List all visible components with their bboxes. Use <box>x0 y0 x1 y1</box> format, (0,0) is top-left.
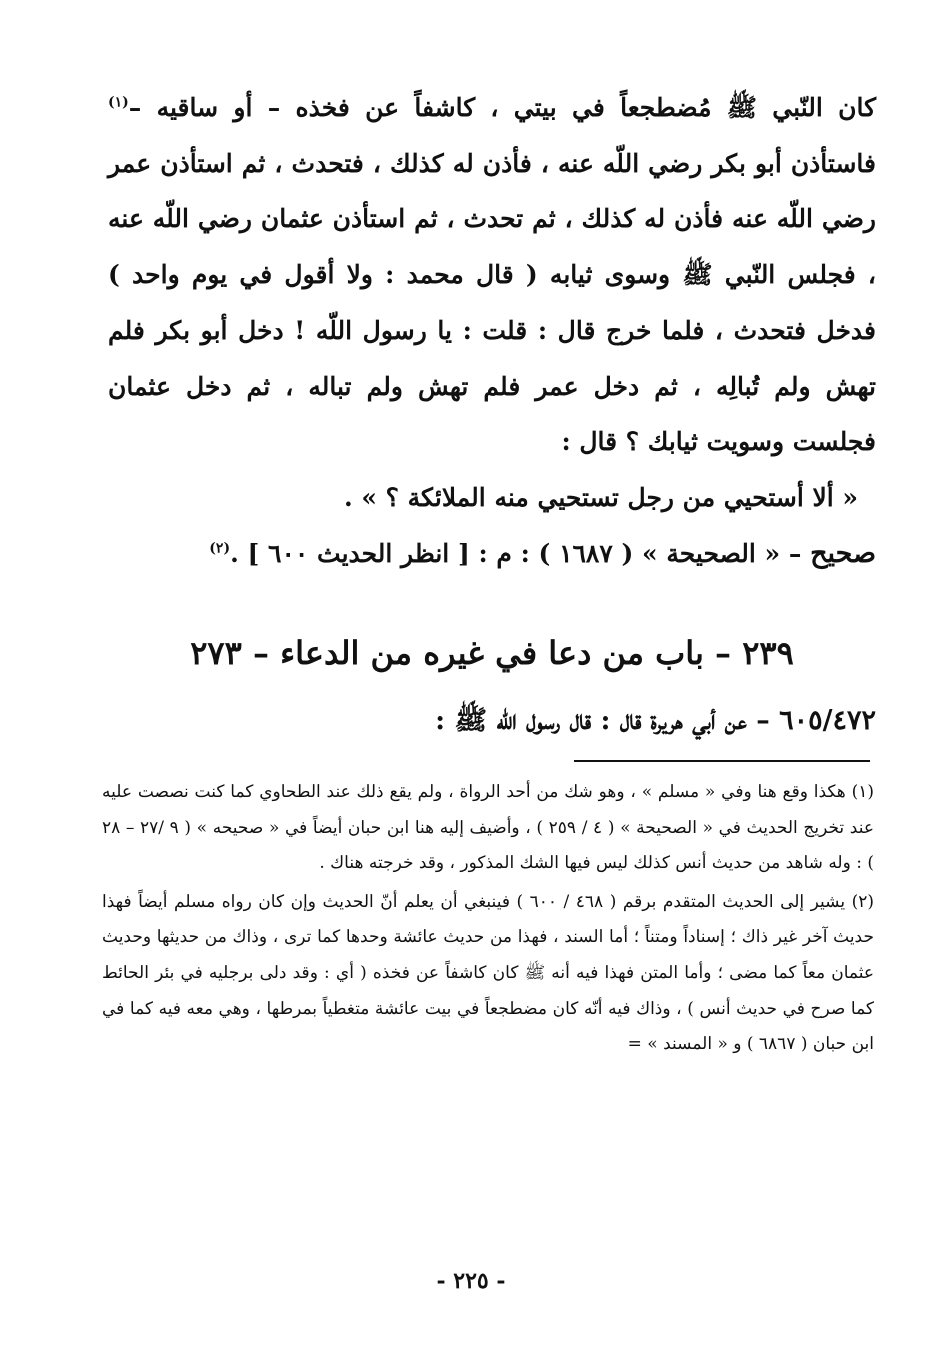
footnote-1: (١) هكذا وقع هنا وفي « مسلم » ، وهو شك من أحد الرواة ، ولم يقع ذلك عند الطحاوي كما كنت نصصت عليه عند تخريج الحديث في « الصحيحة » ( ٤ / ٢٥٩ ) ، وأضيف إليه هنا ابن حبان أيضاً في « صحيحه » ( ٩ /٢٧ – ٢٨ ) : وله شاهد من حديث أنس كذلك ليس فيها الشك المذكور ، وقد خرجته هناك . <box>102 782 874 874</box>
footnote-ref-2: (٢) <box>209 540 231 557</box>
footnote-2: (٢) يشير إلى الحديث المتقدم برقم ( ٤٦٨ / ٦٠٠ ) فينبغي أن يعلم أنّ الحديث وإن كان رواه مسلم أيضاً فهذا حديث آخر غير ذاك ؛ إسناداً ومتناً ؛ أما السند ، فهذا من حديث عائشة وحدها كما ترى ، وذاك من حديثها وحديث عثمان معاً كما مضى ؛ وأما المتن فهذا فيه أنه ﷺ كان كاشفاً عن فخذه ( أي : وقد دلى برجليه في بئر الحائط كما صرح في حديث أنس ) ، وذاك فيه أنّه كان مضطجعاً في بيت عائشة متغطياً بمرطها ، وهي معه فيه كما في ابن حبان ( ٦٨٦٧ ) و « المسند » = <box>102 891 874 1055</box>
hadith-body <box>108 80 876 470</box>
grading-line <box>108 526 876 582</box>
prophet-quote: « ألا أستحيي من رجل تستحيي منه الملائكة ؟ » . <box>343 482 858 512</box>
hadith-body-start: كان النّبي ﷺ مُضطجعاً في بيتي ، كاشفاً عن فخذه – أو ساقيه – <box>128 93 876 122</box>
hadith-header: ٦٠٥/٤٧٢ – عن أبي هريرة قال : قال رسول اللّه ﷺ : <box>435 705 876 736</box>
footnote-divider <box>574 760 870 762</box>
grading-text: – « الصحيحة » ( ١٦٨٧ ) : م : [ انظر الحديث ٦٠٠ ] . <box>230 538 811 568</box>
chapter-title: ٢٣٩ – باب من دعا في غيره من الدعاء – ٢٧٣ <box>190 634 794 672</box>
footnote-ref-1: (١) <box>108 94 129 111</box>
grading-label: صحيح <box>810 537 876 569</box>
main-text-block <box>108 80 876 581</box>
footnotes <box>102 775 874 1063</box>
hadith-body-cont: فاستأذن أبو بكر رضي اللّه عنه ، فأذن له كذلك ، فتحدث ، ثم استأذن عمر رضي اللّه عنه فأذن له كذلك ، ثم تحدث ، ثم استأذن عثمان رضي اللّه عنه ، فجلس النّبي ﷺ وسوى ثيابه ( قال محمد : ولا أقول في يوم واحد ) فدخل فتحدث ، فلما خرج قال : قلت : يا رسول اللّه ! دخل أبو بكر فلم تهش ولم تُبالِه ، ثم دخل عمر فلم تهش ولم تباله ، ثم دخل عثمان فجلست وسويت ثيابك ؟ قال : <box>108 148 876 457</box>
page-number: - ٢٢٥ - <box>436 1268 506 1294</box>
